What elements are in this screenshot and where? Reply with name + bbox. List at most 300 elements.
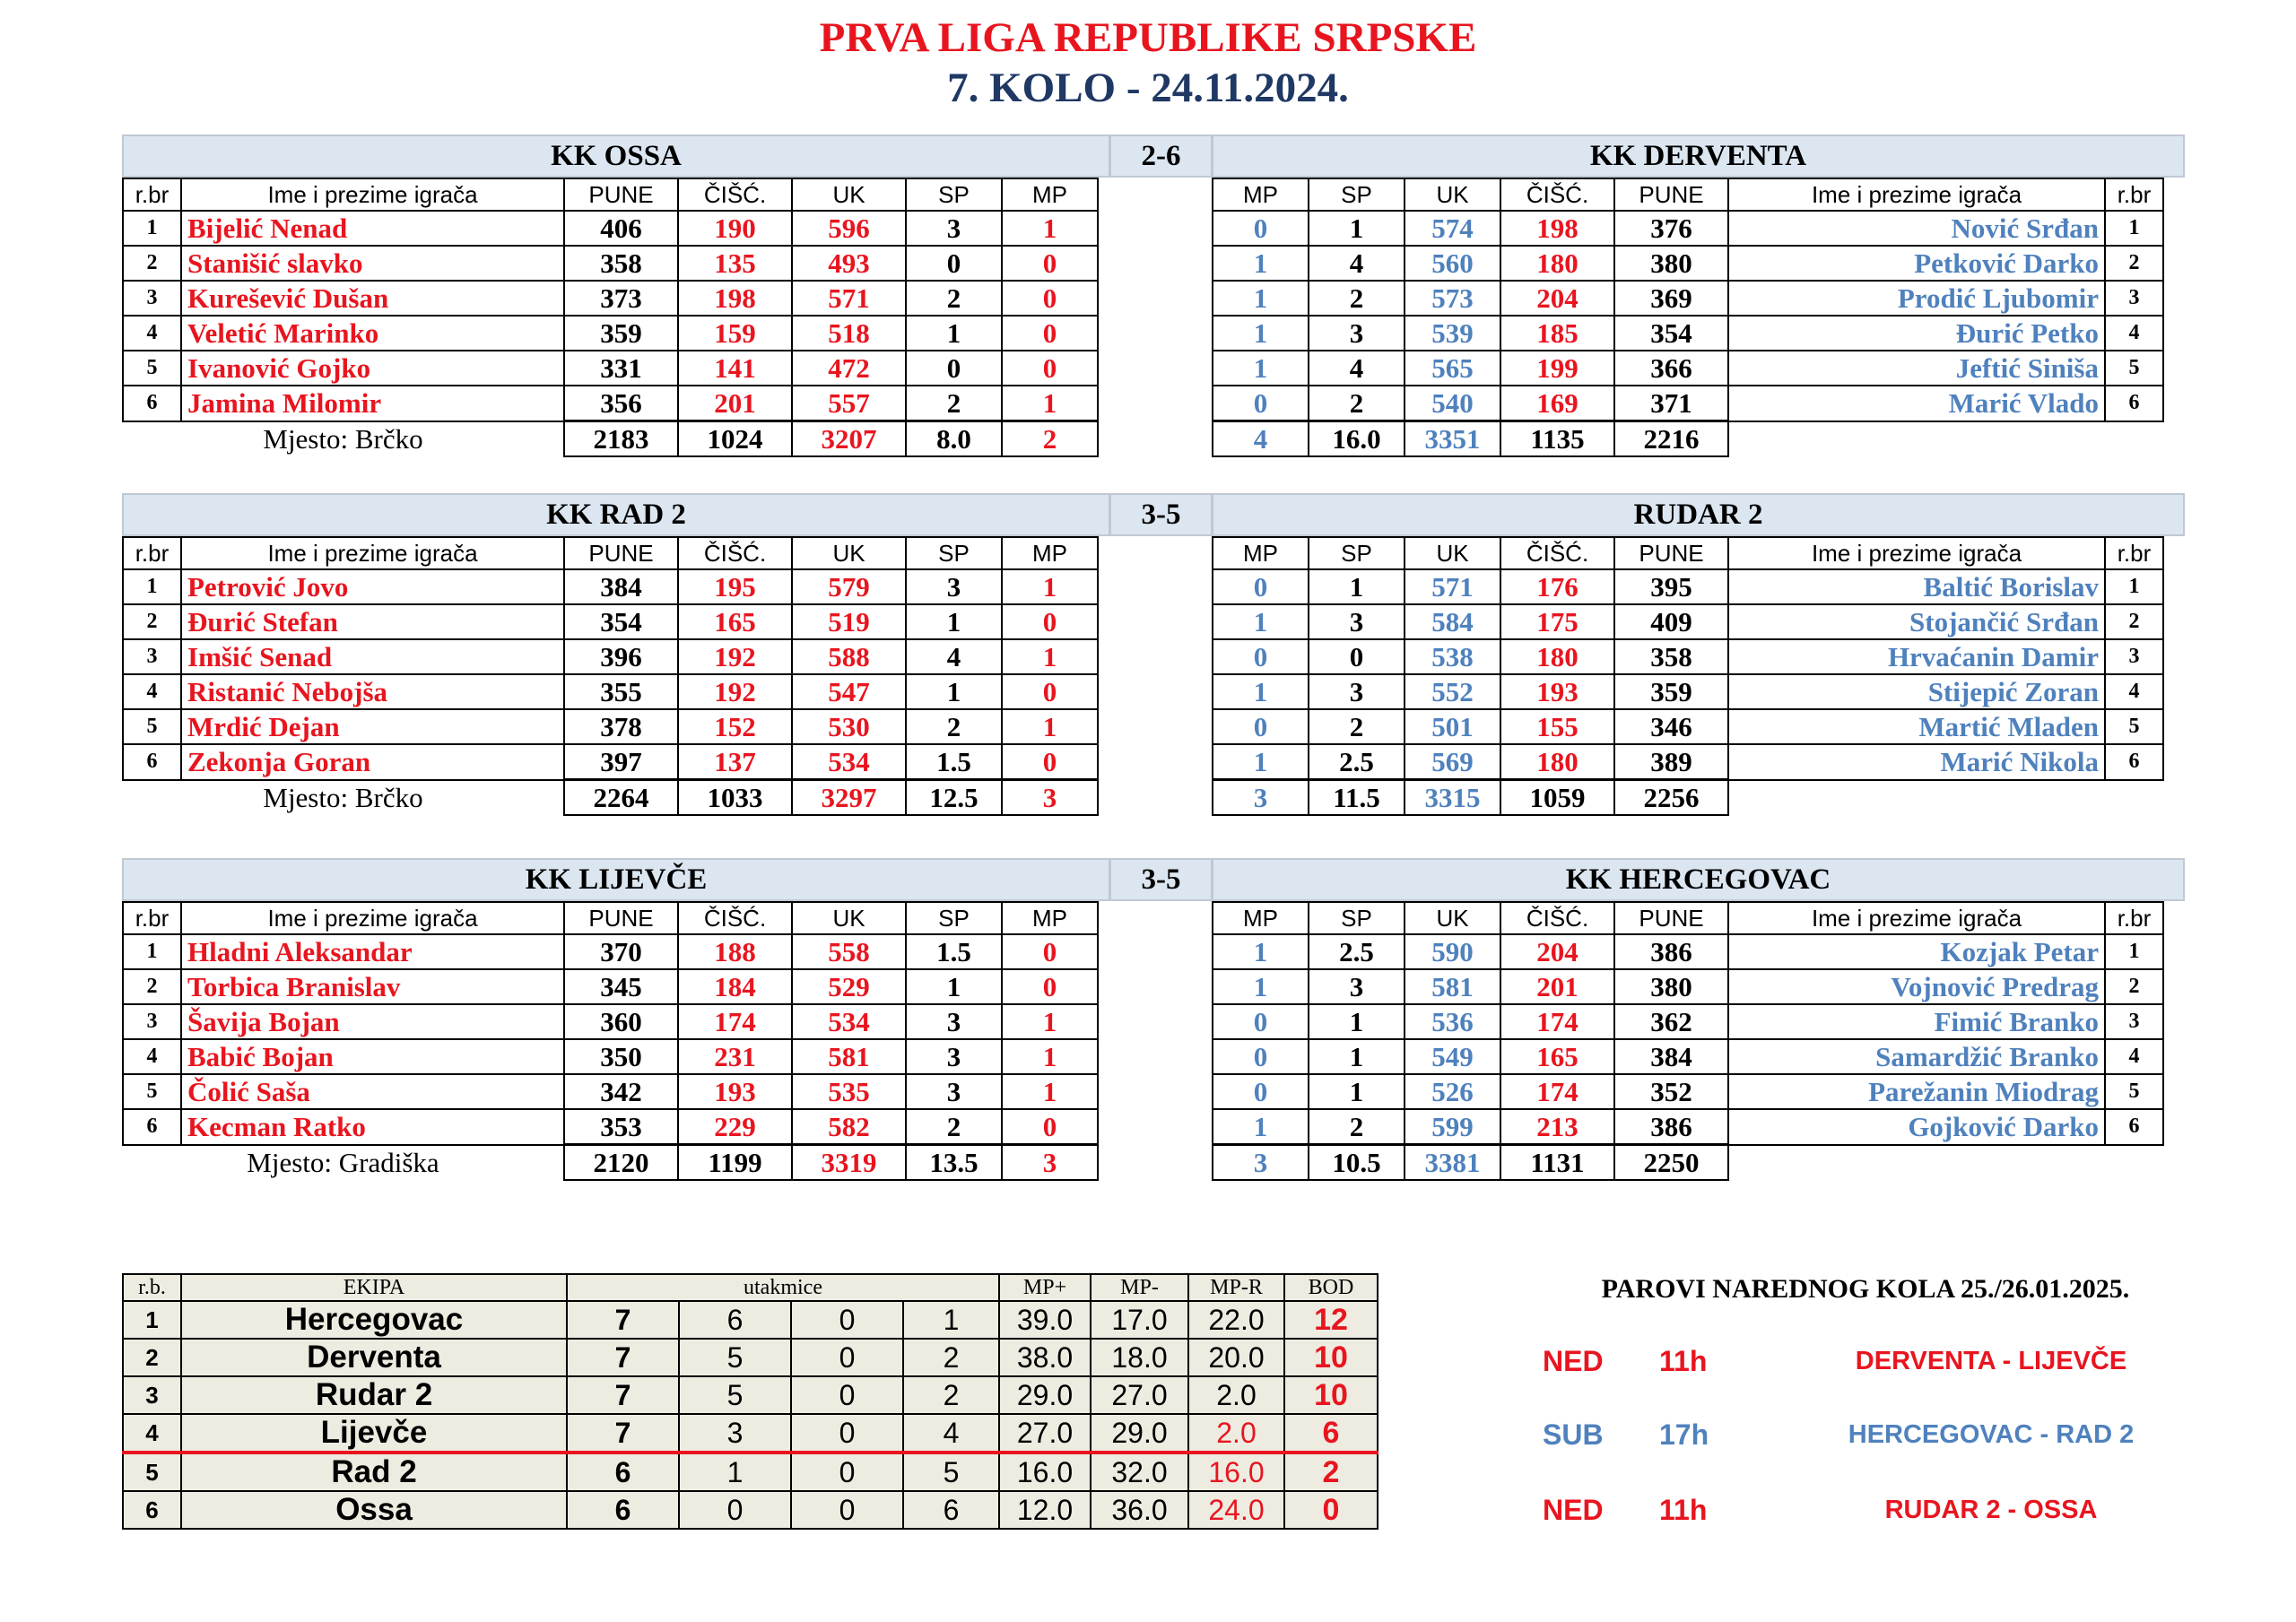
player-cisc: 180 [1500, 639, 1614, 674]
away-header-row [1213, 537, 2163, 569]
standings-header-bod: BOD [1284, 1274, 1378, 1301]
away-players-table [1212, 536, 2164, 816]
total-cisc: 1199 [678, 1145, 792, 1181]
player-name: Petković Darko [1728, 246, 2105, 281]
header-player: Ime i prezime igrača [1728, 178, 2105, 211]
player-cisc: 199 [1500, 351, 1614, 386]
standings-won: 1 [679, 1453, 791, 1491]
standings-bod: 10 [1284, 1376, 1378, 1414]
player-cisc: 165 [678, 604, 792, 639]
total-uk: 3319 [792, 1145, 906, 1181]
header-rbr: r.br [123, 537, 181, 569]
player-mp: 0 [1002, 1109, 1098, 1145]
player-uk: 530 [792, 709, 906, 744]
player-sp: 3 [906, 1074, 1002, 1109]
player-mp: 1 [1002, 639, 1098, 674]
player-mp: 0 [1002, 674, 1098, 709]
fixture-row [1507, 1343, 2224, 1379]
player-rb: 5 [123, 709, 181, 744]
total-sp: 11.5 [1309, 780, 1405, 816]
home-player-row [123, 246, 1098, 281]
away-totals-row [1213, 1145, 2163, 1181]
standings-won: 5 [679, 1339, 791, 1376]
player-sp: 2 [1309, 709, 1405, 744]
player-mp: 1 [1213, 246, 1309, 281]
standings-draw: 0 [791, 1414, 903, 1453]
player-sp: 3 [1309, 604, 1405, 639]
player-name: Jamina Milomir [181, 386, 564, 421]
totals-spacer [1728, 421, 2163, 457]
player-cisc: 188 [678, 934, 792, 969]
player-name: Imšić Senad [181, 639, 564, 674]
standings-header-rb: r.b. [123, 1274, 181, 1301]
player-name: Stanišić slavko [181, 246, 564, 281]
standings-team: Ossa [181, 1491, 567, 1529]
header-rbr: r.br [2105, 178, 2163, 211]
match-block [122, 858, 2185, 1199]
player-pune: 350 [564, 1039, 678, 1074]
player-cisc: 159 [678, 316, 792, 351]
player-sp: 3 [1309, 316, 1405, 351]
player-name: Kurešević Dušan [181, 281, 564, 316]
player-pune: 396 [564, 639, 678, 674]
standings-won: 5 [679, 1376, 791, 1414]
away-player-row [1213, 969, 2163, 1004]
player-rb: 2 [123, 969, 181, 1004]
player-pune: 359 [564, 316, 678, 351]
total-pune: 2120 [564, 1145, 678, 1181]
standings-mpplus: 16.0 [999, 1453, 1091, 1491]
away-header-row [1213, 902, 2163, 934]
away-player-row [1213, 1109, 2163, 1145]
player-name: Đurić Stefan [181, 604, 564, 639]
player-mp: 0 [1002, 934, 1098, 969]
player-cisc: 141 [678, 351, 792, 386]
player-rb: 4 [123, 674, 181, 709]
standings-draw: 0 [791, 1339, 903, 1376]
page-title: PRVA LIGA REPUBLIKE SRPSKE [819, 14, 1477, 61]
player-cisc: 213 [1500, 1109, 1614, 1145]
away-player-row [1213, 569, 2163, 604]
player-rb: 3 [123, 639, 181, 674]
player-sp: 1 [1309, 211, 1405, 246]
player-pune: 360 [564, 1004, 678, 1039]
total-uk: 3381 [1405, 1145, 1500, 1181]
away-totals-row [1213, 780, 2163, 816]
header-mp: MP [1213, 537, 1309, 569]
total-uk: 3207 [792, 421, 906, 457]
player-pune: 342 [564, 1074, 678, 1109]
player-mp: 1 [1213, 351, 1309, 386]
standings-lost: 5 [903, 1453, 999, 1491]
away-header-row [1213, 178, 2163, 211]
player-cisc: 201 [1500, 969, 1614, 1004]
home-totals-row [123, 1145, 1098, 1181]
player-pune: 345 [564, 969, 678, 1004]
player-uk: 579 [792, 569, 906, 604]
away-player-row [1213, 1039, 2163, 1074]
header-pune: PUNE [1614, 178, 1728, 211]
standings-draw: 0 [791, 1491, 903, 1529]
player-rb: 5 [2105, 351, 2163, 386]
player-uk: 547 [792, 674, 906, 709]
player-pune: 369 [1614, 281, 1728, 316]
header-rbr: r.br [2105, 902, 2163, 934]
header-uk: UK [792, 902, 906, 934]
player-mp: 0 [1213, 569, 1309, 604]
player-name: Marić Vlado [1728, 386, 2105, 421]
player-uk: 501 [1405, 709, 1500, 744]
player-rb: 6 [2105, 744, 2163, 780]
player-sp: 2 [1309, 386, 1405, 421]
player-pune: 358 [1614, 639, 1728, 674]
home-totals-row [123, 421, 1098, 457]
player-uk: 493 [792, 246, 906, 281]
fixture-row [1507, 1492, 2224, 1528]
player-cisc: 231 [678, 1039, 792, 1074]
player-cisc: 174 [678, 1004, 792, 1039]
standings-played: 7 [567, 1301, 679, 1339]
total-pune: 2264 [564, 780, 678, 816]
header-uk: UK [1405, 178, 1500, 211]
header-sp: SP [1309, 537, 1405, 569]
player-name: Nović Srđan [1728, 211, 2105, 246]
player-name: Vojnović Predrag [1728, 969, 2105, 1004]
player-rb: 2 [2105, 604, 2163, 639]
player-mp: 0 [1213, 639, 1309, 674]
player-name: Samardžić Branko [1728, 1039, 2105, 1074]
away-players-table [1212, 178, 2164, 457]
standings-draw: 0 [791, 1453, 903, 1491]
header-sp: SP [1309, 178, 1405, 211]
player-rb: 2 [2105, 969, 2163, 1004]
player-sp: 4 [1309, 351, 1405, 386]
home-player-row [123, 1039, 1098, 1074]
match-score: 3-5 [1109, 493, 1213, 536]
home-player-row [123, 969, 1098, 1004]
player-mp: 1 [1213, 316, 1309, 351]
fixture-row [1507, 1417, 2224, 1453]
total-uk: 3297 [792, 780, 906, 816]
player-mp: 1 [1213, 281, 1309, 316]
player-mp: 1 [1002, 569, 1098, 604]
header-cisc: ČIŠĆ. [1500, 537, 1614, 569]
player-sp: 1 [906, 969, 1002, 1004]
header-uk: UK [1405, 902, 1500, 934]
standings-lost: 2 [903, 1376, 999, 1414]
standings-header-team: EKIPA [181, 1274, 567, 1301]
player-sp: 3 [906, 211, 1002, 246]
standings-bod: 12 [1284, 1301, 1378, 1339]
player-name: Babić Bojan [181, 1039, 564, 1074]
player-name: Gojković Darko [1728, 1109, 2105, 1145]
player-uk: 581 [792, 1039, 906, 1074]
player-pune: 371 [1614, 386, 1728, 421]
player-pune: 384 [1614, 1039, 1728, 1074]
player-mp: 0 [1002, 351, 1098, 386]
player-rb: 1 [123, 211, 181, 246]
fixture-pair: RUDAR 2 - OSSA [1884, 1496, 2098, 1524]
player-cisc: 229 [678, 1109, 792, 1145]
standings-row [123, 1491, 1378, 1529]
player-rb: 3 [2105, 281, 2163, 316]
player-rb: 4 [2105, 316, 2163, 351]
player-uk: 599 [1405, 1109, 1500, 1145]
player-mp: 1 [1002, 709, 1098, 744]
player-mp: 0 [1002, 604, 1098, 639]
total-cisc: 1024 [678, 421, 792, 457]
player-uk: 552 [1405, 674, 1500, 709]
total-cisc: 1131 [1500, 1145, 1614, 1181]
player-rb: 6 [2105, 1109, 2163, 1145]
standings-draw: 0 [791, 1376, 903, 1414]
total-sp: 12.5 [906, 780, 1002, 816]
fixture-time: 11h [1659, 1345, 1708, 1377]
player-name: Kozjak Petar [1728, 934, 2105, 969]
player-rb: 2 [123, 604, 181, 639]
player-mp: 0 [1002, 246, 1098, 281]
totals-spacer [1728, 780, 2163, 816]
player-uk: 534 [792, 1004, 906, 1039]
player-mp: 1 [1002, 386, 1098, 421]
player-rb: 1 [2105, 211, 2163, 246]
home-players-table [122, 536, 1099, 816]
total-mp: 3 [1213, 1145, 1309, 1181]
player-rb: 6 [123, 386, 181, 421]
player-uk: 536 [1405, 1004, 1500, 1039]
home-team-name: KK LIJEVČE [122, 858, 1110, 901]
player-pune: 380 [1614, 246, 1728, 281]
player-rb: 2 [2105, 246, 2163, 281]
player-sp: 3 [906, 1004, 1002, 1039]
standings-played: 7 [567, 1414, 679, 1453]
player-pune: 356 [564, 386, 678, 421]
standings-mpplus: 27.0 [999, 1414, 1091, 1453]
player-cisc: 195 [678, 569, 792, 604]
header-mp: MP [1002, 537, 1098, 569]
total-mp: 4 [1213, 421, 1309, 457]
standings-bod: 10 [1284, 1339, 1378, 1376]
fixture-time: 17h [1659, 1418, 1709, 1451]
player-mp: 0 [1002, 744, 1098, 780]
match-block [122, 493, 2185, 834]
player-sp: 3 [1309, 674, 1405, 709]
standings-header-mpplus: MP+ [999, 1274, 1091, 1301]
player-pune: 353 [564, 1109, 678, 1145]
home-player-row [123, 1004, 1098, 1039]
match-score: 2-6 [1109, 134, 1213, 178]
player-name: Hrvaćanin Damir [1728, 639, 2105, 674]
home-player-row [123, 709, 1098, 744]
away-player-row [1213, 744, 2163, 780]
player-rb: 4 [123, 1039, 181, 1074]
player-uk: 519 [792, 604, 906, 639]
standings-mpminus: 18.0 [1091, 1339, 1188, 1376]
player-pune: 409 [1614, 604, 1728, 639]
total-cisc: 1135 [1500, 421, 1614, 457]
standings-mpr: 20.0 [1188, 1339, 1284, 1376]
standings-team: Rudar 2 [181, 1376, 567, 1414]
away-player-row [1213, 709, 2163, 744]
player-name: Ivanović Gojko [181, 351, 564, 386]
player-mp: 0 [1213, 709, 1309, 744]
player-name: Torbica Branislav [181, 969, 564, 1004]
fixture-day: SUB [1543, 1418, 1604, 1451]
player-mp: 1 [1213, 969, 1309, 1004]
away-player-row [1213, 1074, 2163, 1109]
player-uk: 596 [792, 211, 906, 246]
home-player-row [123, 281, 1098, 316]
player-rb: 5 [2105, 709, 2163, 744]
header-pune: PUNE [1614, 902, 1728, 934]
match-score: 3-5 [1109, 858, 1213, 901]
standings-mpminus: 17.0 [1091, 1301, 1188, 1339]
player-sp: 0 [1309, 639, 1405, 674]
away-player-row [1213, 386, 2163, 421]
player-uk: 560 [1405, 246, 1500, 281]
header-cisc: ČIŠĆ. [678, 902, 792, 934]
standings-rb: 3 [123, 1376, 181, 1414]
player-sp: 1 [1309, 1074, 1405, 1109]
fixture-time: 11h [1659, 1494, 1708, 1526]
player-cisc: 198 [1500, 211, 1614, 246]
header-player: Ime i prezime igrača [1728, 902, 2105, 934]
player-rb: 5 [123, 1074, 181, 1109]
player-pune: 386 [1614, 1109, 1728, 1145]
player-rb: 1 [123, 934, 181, 969]
total-mp: 3 [1002, 780, 1098, 816]
player-rb: 6 [2105, 386, 2163, 421]
player-rb: 3 [2105, 639, 2163, 674]
player-mp: 0 [1002, 316, 1098, 351]
standings-played: 6 [567, 1491, 679, 1529]
total-uk: 3315 [1405, 780, 1500, 816]
player-rb: 2 [123, 246, 181, 281]
away-players-table [1212, 901, 2164, 1181]
player-mp: 1 [1213, 1109, 1309, 1145]
player-rb: 4 [123, 316, 181, 351]
total-mp: 3 [1213, 780, 1309, 816]
player-mp: 0 [1002, 969, 1098, 1004]
player-sp: 0 [906, 246, 1002, 281]
player-uk: 565 [1405, 351, 1500, 386]
player-name: Stijepić Zoran [1728, 674, 2105, 709]
player-sp: 2 [1309, 1109, 1405, 1145]
player-pune: 354 [564, 604, 678, 639]
player-pune: 378 [564, 709, 678, 744]
player-mp: 0 [1213, 1039, 1309, 1074]
header-rbr: r.br [123, 902, 181, 934]
player-pune: 359 [1614, 674, 1728, 709]
player-uk: 574 [1405, 211, 1500, 246]
player-name: Jeftić Siniša [1728, 351, 2105, 386]
player-cisc: 165 [1500, 1039, 1614, 1074]
away-player-row [1213, 281, 2163, 316]
player-sp: 3 [906, 1039, 1002, 1074]
player-uk: 590 [1405, 934, 1500, 969]
player-rb: 3 [2105, 1004, 2163, 1039]
player-name: Šavija Bojan [181, 1004, 564, 1039]
player-mp: 1 [1213, 744, 1309, 780]
player-mp: 1 [1002, 1074, 1098, 1109]
home-players-table [122, 178, 1099, 457]
player-sp: 1 [1309, 1039, 1405, 1074]
player-sp: 0 [906, 351, 1002, 386]
player-name: Prodić Ljubomir [1728, 281, 2105, 316]
header-mp: MP [1002, 178, 1098, 211]
player-uk: 472 [792, 351, 906, 386]
player-name: Petrović Jovo [181, 569, 564, 604]
home-player-row [123, 674, 1098, 709]
player-sp: 2.5 [1309, 934, 1405, 969]
header-player: Ime i prezime igrača [181, 178, 564, 211]
home-player-row [123, 604, 1098, 639]
player-pune: 389 [1614, 744, 1728, 780]
header-mp: MP [1213, 178, 1309, 211]
player-cisc: 155 [1500, 709, 1614, 744]
total-pune: 2216 [1614, 421, 1728, 457]
player-mp: 1 [1002, 1004, 1098, 1039]
player-uk: 540 [1405, 386, 1500, 421]
home-player-row [123, 744, 1098, 780]
standings-mpr: 24.0 [1188, 1491, 1284, 1529]
player-uk: 539 [1405, 316, 1500, 351]
standings-team: Derventa [181, 1339, 567, 1376]
player-name: Ristanić Nebojša [181, 674, 564, 709]
fixture-pair: DERVENTA - LIJEVČE [1855, 1347, 2127, 1375]
player-pune: 406 [564, 211, 678, 246]
player-sp: 1 [906, 674, 1002, 709]
player-sp: 1 [1309, 569, 1405, 604]
standings-mpplus: 39.0 [999, 1301, 1091, 1339]
header-mp: MP [1002, 902, 1098, 934]
player-uk: 518 [792, 316, 906, 351]
player-pune: 358 [564, 246, 678, 281]
standings-lost: 2 [903, 1339, 999, 1376]
away-player-row [1213, 351, 2163, 386]
standings-team: Lijevče [181, 1414, 567, 1453]
player-sp: 4 [1309, 246, 1405, 281]
away-player-row [1213, 316, 2163, 351]
total-mp: 3 [1002, 1145, 1098, 1181]
standings-won: 3 [679, 1414, 791, 1453]
player-name: Marić Nikola [1728, 744, 2105, 780]
standings-rb: 6 [123, 1491, 181, 1529]
player-uk: 558 [792, 934, 906, 969]
home-player-row [123, 1109, 1098, 1145]
total-mp: 2 [1002, 421, 1098, 457]
header-player: Ime i prezime igrača [181, 902, 564, 934]
header-pune: PUNE [564, 537, 678, 569]
standings-rb: 2 [123, 1339, 181, 1376]
player-rb: 1 [2105, 934, 2163, 969]
player-cisc: 185 [1500, 316, 1614, 351]
player-cisc: 184 [678, 969, 792, 1004]
total-cisc: 1033 [678, 780, 792, 816]
player-mp: 1 [1213, 604, 1309, 639]
player-mp: 0 [1213, 211, 1309, 246]
player-mp: 1 [1002, 1039, 1098, 1074]
player-name: Baltić Borislav [1728, 569, 2105, 604]
header-pune: PUNE [564, 902, 678, 934]
player-name: Fimić Branko [1728, 1004, 2105, 1039]
player-name: Stojančić Srđan [1728, 604, 2105, 639]
home-player-row [123, 316, 1098, 351]
away-player-row [1213, 211, 2163, 246]
player-sp: 3 [1309, 969, 1405, 1004]
player-cisc: 193 [1500, 674, 1614, 709]
standings-team: Rad 2 [181, 1453, 567, 1491]
